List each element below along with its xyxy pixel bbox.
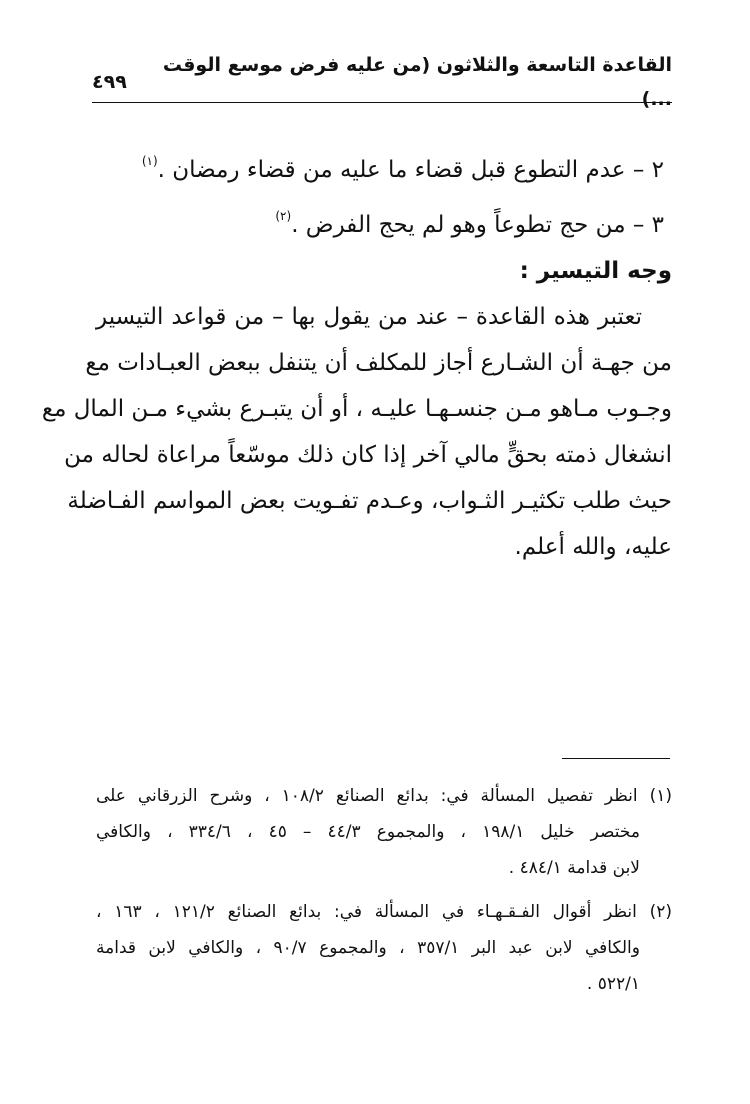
footnote-ref-1: (١) (141, 154, 158, 168)
list-item-2-text: ٢ – عدم التطوع قبل قضاء ما عليه من قضاء رمضان . (157, 157, 664, 183)
paragraph-line: حيث طلب تكثيـر الثـواب، وعـدم تفـويت بعض المواسم الفـاضلة (67, 488, 672, 514)
footnote-2-line: ٥٢٢/١ . (586, 974, 640, 994)
footnote-2-line: (٢) انظر أقوال الفـقـهـاء في المسألة في: بدائع الصنائع ١٢١/٢ ، ١٦٣ ، (96, 902, 673, 922)
footnotes (96, 778, 672, 1002)
paragraph-line: من جهـة أن الشـارع أجاز للمكلف أن يتنفل ببعض العبـادات مع (85, 350, 672, 376)
running-title: القاعدة التاسعة والثلاثون (من عليه فرض موسع الوقت ...) (162, 54, 672, 110)
footnote-1-line: مختصر خليل ١٩٨/١ ، والمجموع ٤٤/٣ – ٤٥ ، ٣٣٤/٦ ، والكافي (96, 822, 640, 842)
footnote-1-line: لابن قدامة ٤٨٤/١ . (508, 858, 640, 878)
list-item-3-text: ٣ – من حج تطوعاً وهو لم يحج الفرض . (291, 212, 664, 238)
main-text (41, 138, 672, 570)
list-item-3 (96, 193, 672, 248)
paragraph-line: تعتبر هذه القاعدة – عند من يقول بها – من قواعد التيسير (96, 304, 642, 330)
footnote-ref-2: (٢) (275, 209, 292, 223)
footnote-2-line: والكافي لابن عبد البر ٣٥٧/١ ، والمجموع ٩٠/٧ ، والكافي لابن قدامة (96, 938, 640, 958)
section-heading: وجه التيسير : (519, 258, 672, 284)
page-number: ٤٩٩ (92, 71, 127, 93)
paragraph-line: وجـوب مـاهو مـن جنسـهـا عليـه ، أو أن يتبـرع بشيء مـن المال مع (41, 396, 672, 422)
paragraph-line: عليه، والله أعلم. (514, 534, 672, 560)
footnote-divider (562, 758, 670, 759)
footnote-1-line: (١) انظر تفصيل المسألة في: بدائع الصنائع ١٠٨/٢ ، وشرح الزرقاني على (96, 786, 672, 806)
paragraph-line: انشغال ذمته بحقٍّ مالي آخر إذا كان ذلك موسّعاً مراعاة لحاله من (64, 442, 672, 468)
list-item-2 (96, 138, 672, 193)
running-header (92, 54, 672, 110)
